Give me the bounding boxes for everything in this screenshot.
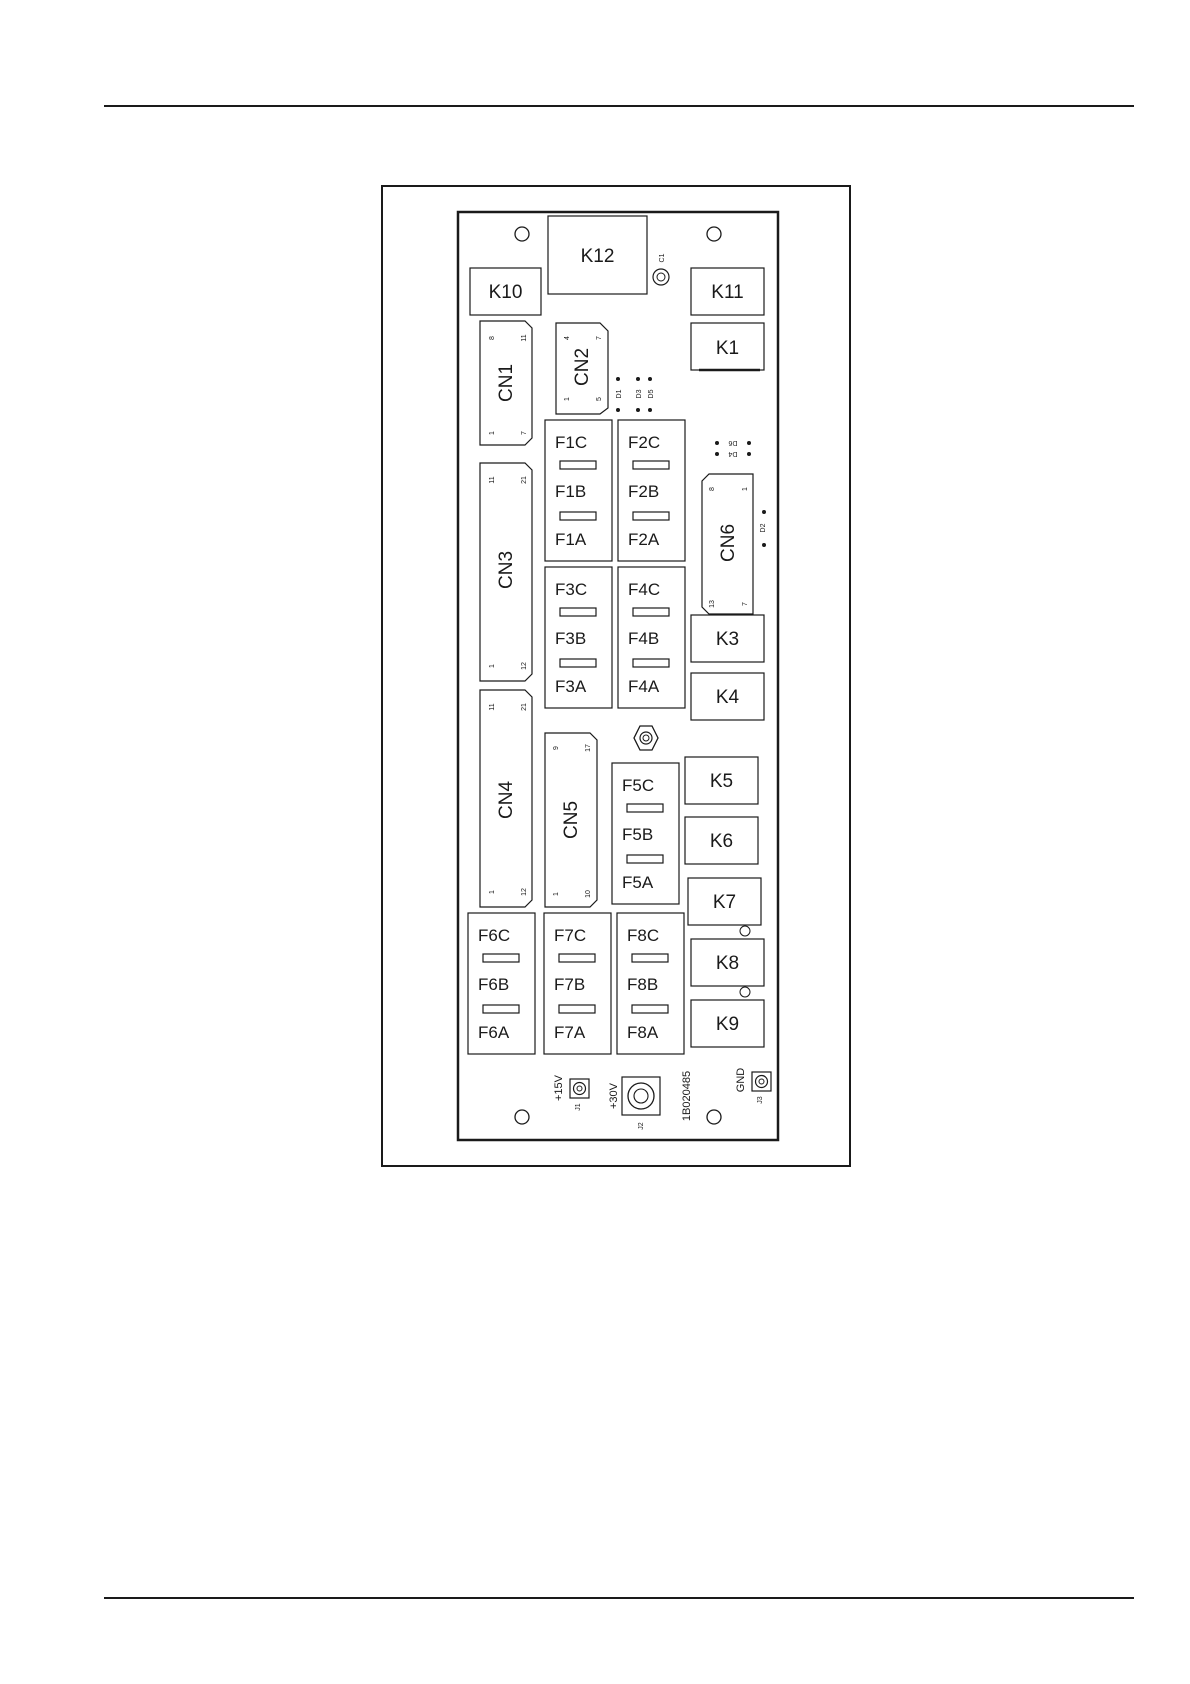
fuse-f7c-label: F7C — [554, 926, 587, 945]
cn5-pin-label: 10 — [585, 890, 592, 898]
fuse-f2b-label: F2B — [628, 482, 660, 501]
relay-k7-label: K7 — [712, 892, 737, 913]
relay-k5 — [685, 757, 758, 804]
relay-k7 — [688, 878, 761, 925]
cn1-pin-label: 1 — [489, 431, 496, 435]
cn6-pin-label: 8 — [709, 487, 716, 491]
fuse-holder-f4 — [618, 567, 685, 708]
cn2-pin-label: 1 — [564, 397, 571, 401]
cn3-pin-label: 12 — [521, 662, 528, 670]
relay-k8 — [691, 939, 764, 986]
fuse-f7a-label: F7A — [554, 1023, 586, 1042]
relay-k9-label: K9 — [715, 1014, 740, 1035]
connector-cn2-label: CN2 — [572, 347, 593, 387]
fuse-holder-f2 — [618, 420, 685, 561]
capacitor-c1-label: C1 — [659, 253, 666, 263]
center-standoff — [634, 726, 658, 750]
relay-k3 — [691, 615, 764, 662]
cn5-pin-label: 9 — [553, 746, 560, 750]
connector-cn1 — [480, 321, 532, 445]
relay-k9 — [691, 1000, 764, 1047]
connector-cn5-label: CN5 — [561, 800, 582, 840]
connector-cn3-label: CN3 — [496, 550, 517, 590]
diode-d3-label: D3 — [636, 389, 643, 399]
fuse-f1b-label: F1B — [555, 482, 587, 501]
fuse-f4c-label: F4C — [628, 580, 661, 599]
fuse-f3b-label: F3B — [555, 629, 587, 648]
fuse-f8a-label: F8A — [627, 1023, 659, 1042]
relay-k1 — [691, 323, 764, 370]
relay-k6-label: K6 — [709, 831, 734, 852]
fuse-f5b-label: F5B — [622, 825, 654, 844]
diode-d2-label: D2 — [760, 523, 767, 533]
relay-k11 — [691, 268, 764, 315]
cn6-pin-label: 1 — [742, 487, 749, 491]
cn3-pin-label: 11 — [489, 476, 496, 484]
mounting-hole-bottom-left — [515, 1110, 529, 1124]
fuse-holder-f3 — [545, 567, 612, 708]
cn4-pin-label: 21 — [521, 703, 528, 711]
fuse-f1c-label: F1C — [555, 433, 588, 452]
relay-k8-label: K8 — [715, 953, 740, 974]
terminal-j3-ref-label: J3 — [757, 1096, 764, 1104]
connector-cn3 — [480, 463, 532, 681]
diodes-d6-d4 — [715, 439, 751, 457]
cn3-pin-label: 21 — [521, 476, 528, 484]
relay-k8-test-point — [740, 987, 750, 997]
relay-k7-test-point — [740, 926, 750, 936]
terminal-j2-30v — [608, 1077, 660, 1130]
fuse-holder-f7 — [544, 913, 611, 1054]
cn6-pin-label: 7 — [742, 602, 749, 606]
connector-cn5 — [545, 733, 597, 907]
diode-d4-label: D4 — [728, 450, 738, 457]
cn4-pin-label: 11 — [489, 703, 496, 711]
relay-k10 — [470, 268, 541, 315]
diode-d2 — [760, 510, 767, 547]
relay-k3-label: K3 — [715, 629, 740, 650]
fuse-f3c-label: F3C — [555, 580, 588, 599]
fuse-f3a-label: F3A — [555, 677, 587, 696]
fuse-holder-f6 — [468, 913, 535, 1054]
cn1-pin-label: 7 — [521, 431, 528, 435]
cn5-pin-label: 17 — [585, 744, 592, 752]
connector-cn4 — [480, 690, 532, 907]
connector-cn1-label: CN1 — [496, 363, 517, 403]
relay-k11-label: K11 — [711, 282, 744, 303]
connector-cn6 — [702, 474, 753, 614]
cn1-pin-label: 8 — [489, 336, 496, 340]
fuse-f1a-label: F1A — [555, 530, 587, 549]
mounting-hole-top-left — [515, 227, 529, 241]
diode-d6-label: D6 — [728, 439, 738, 446]
terminal-j3-label: GND — [735, 1067, 747, 1093]
cn2-pin-label: 7 — [596, 336, 603, 340]
cn4-pin-label: 1 — [489, 890, 496, 894]
fuse-f4b-label: F4B — [628, 629, 660, 648]
relay-k12-label: K12 — [580, 246, 615, 267]
terminal-j3-gnd — [735, 1068, 771, 1104]
capacitor-c1 — [653, 253, 669, 285]
terminal-j1-ref-label: J1 — [575, 1103, 582, 1111]
diode-d1-label: D1 — [616, 389, 623, 399]
cn5-pin-label: 1 — [553, 892, 560, 896]
fuse-f6a-label: F6A — [478, 1023, 510, 1042]
board-part-number: 1B020485 — [681, 1070, 693, 1122]
connector-cn4-label: CN4 — [496, 780, 517, 820]
terminal-j1-voltage-label: +15V — [553, 1075, 565, 1101]
mounting-hole-bottom-right — [707, 1110, 721, 1124]
fuse-f4a-label: F4A — [628, 677, 660, 696]
relay-k4 — [691, 673, 764, 720]
mounting-hole-top-right — [707, 227, 721, 241]
terminal-j2-ref-label: J2 — [638, 1122, 645, 1130]
fuse-holder-f8 — [617, 913, 684, 1054]
relay-k4-label: K4 — [715, 687, 740, 708]
cn2-pin-label: 4 — [564, 336, 571, 340]
fuse-f8b-label: F8B — [627, 975, 659, 994]
cn4-pin-label: 12 — [521, 888, 528, 896]
fuse-f6b-label: F6B — [478, 975, 510, 994]
connector-cn2 — [556, 323, 608, 414]
fuse-f2c-label: F2C — [628, 433, 661, 452]
figure-frame — [382, 186, 850, 1166]
fuse-f5c-label: F5C — [622, 776, 655, 795]
fuse-f5a-label: F5A — [622, 873, 654, 892]
cn3-pin-label: 1 — [489, 664, 496, 668]
cn2-pin-label: 5 — [596, 397, 603, 401]
diodes-d1-d3-d5 — [616, 377, 655, 412]
fuse-f2a-label: F2A — [628, 530, 660, 549]
terminal-j1-15v — [553, 1074, 589, 1110]
cn1-pin-label: 11 — [521, 334, 528, 342]
cn6-pin-label: 13 — [709, 600, 716, 608]
fuse-f7b-label: F7B — [554, 975, 586, 994]
relay-k1-label: K1 — [715, 338, 740, 359]
connector-cn6-label: CN6 — [718, 523, 739, 563]
fuse-f6c-label: F6C — [478, 926, 511, 945]
terminal-j2-voltage-label: +30V — [608, 1083, 620, 1109]
fuse-holder-f5 — [612, 763, 679, 904]
relay-k5-label: K5 — [709, 771, 734, 792]
relay-k6 — [685, 817, 758, 864]
diode-d5-label: D5 — [648, 389, 655, 399]
fuse-holder-f1 — [545, 420, 612, 561]
relay-k10-label: K10 — [488, 282, 523, 303]
relay-k12 — [548, 216, 647, 294]
fuse-f8c-label: F8C — [627, 926, 660, 945]
